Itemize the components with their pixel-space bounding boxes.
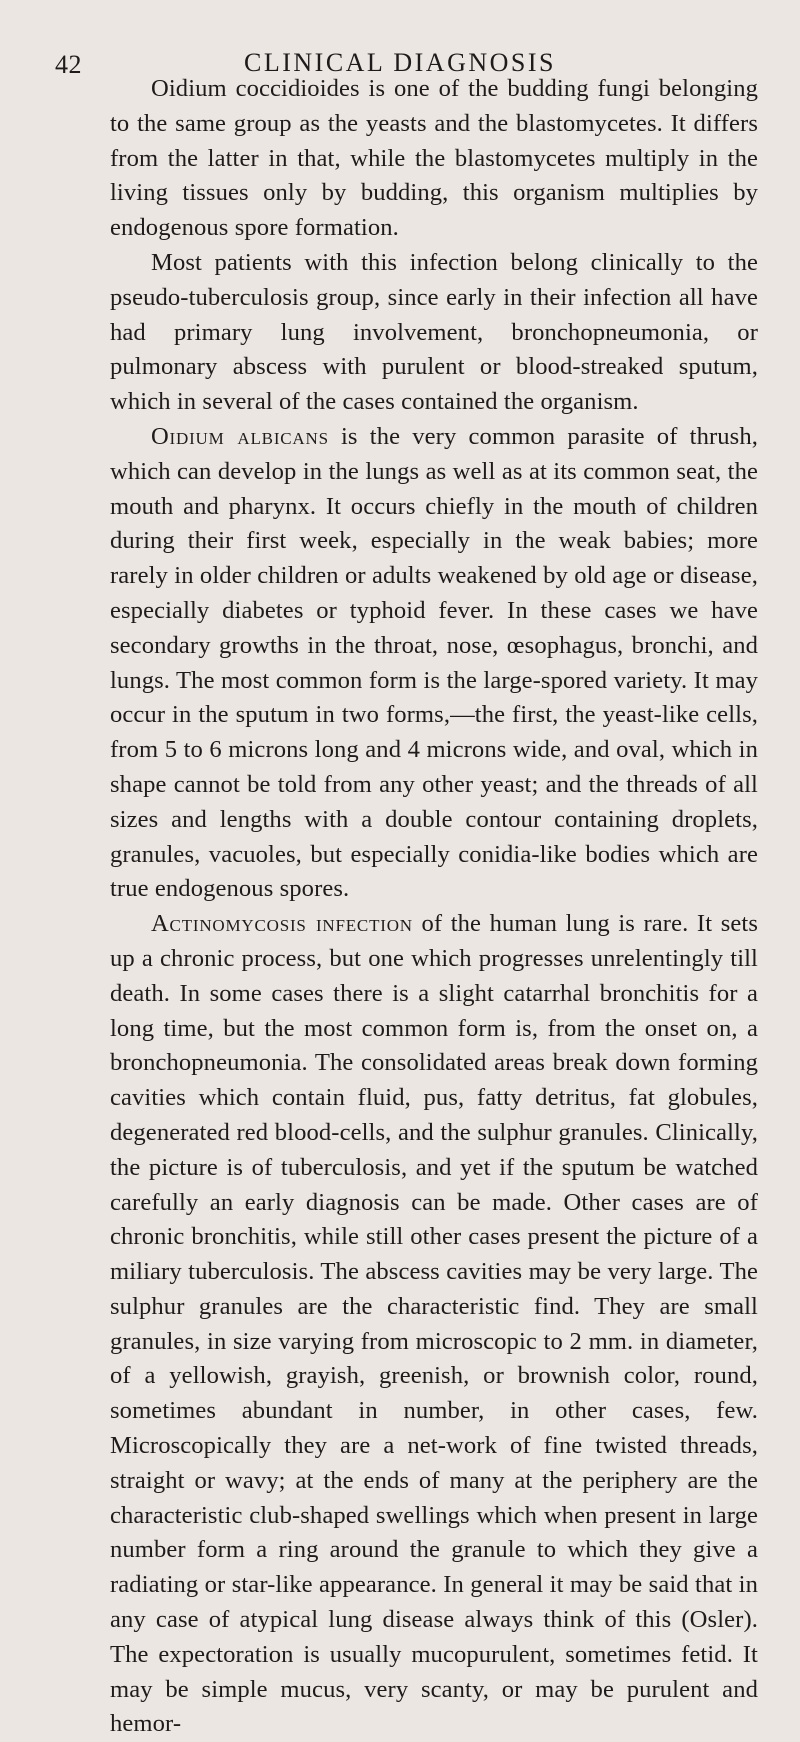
paragraph-text: of the human lung is rare. It sets up a chronic process, but one which progresses unrelentingly till death. In some cases there is a slight catarrhal bronchitis for a long time, but the most common form is, from the onset on, a bronchopneumonia. The consolidated areas break down forming cavities which contain fluid, pus, fatty detritus, fat globules, degenerated red blood-cells, and the sulphur granules. Clinically, the picture is of tuberculosis, and yet if the sputum be watched carefully an early diagnosis can be made. Other cases are of chronic bronchitis, while still other cases present the picture of a miliary tuberculosis. The abscess cavities may be very large. The sulphur granules are the characteristic find. They are small granules, in size varying from microscopic to 2 mm. in diameter, of a yellowish, grayish, greenish, or brownish color, round, sometimes abundant in number, in other cases, few. Microscopically they are a net-work of fine twisted threads, straight or wavy; at the ends of many at the periphery are the characteristic club-shaped swellings which when present in large number form a ring around the granule to which they give a radiating or star-like appearance. In general it may be said that in any case of atypical lung disease always think of this (Osler). The expectoration is usually mucopurulent, sometimes fetid. It may be simple mucus, very scanty, or may be purulent and hemor-: [110, 910, 759, 1738]
paragraph-lead-heading: Actinomycosis infection: [151, 910, 413, 938]
page-number: 42: [55, 50, 82, 79]
paragraph-text: Oidium coccidioides is one of the budding fungi belonging to the same group as the yeasts and the blastomycetes. It differs from the latter in that, while the blastomycetes multiply in the living tissues only by budding, this organism multiplies by endogenous spore formation.: [110, 75, 758, 242]
paragraph-pseudo-tuberculosis: [110, 246, 758, 420]
paragraph-lead-heading: Oidium albicans: [151, 422, 329, 450]
body-text: [110, 72, 758, 1742]
paragraph-text: Most patients with this infection belong clinically to the pseudo-tuberculosis group, since early in their infection all have had primary lung involvement, bronchopneumonia, or pulmonary abscess with purulent or blood-streaked sputum, which in several of the cases contained the organism.: [110, 248, 758, 416]
paragraph-oidium-albicans: [110, 420, 758, 907]
running-title: CLINICAL DIAGNOSIS: [244, 48, 556, 77]
paragraph-oidium-coccidioides: [110, 72, 758, 246]
paragraph-text: is the very common parasite of thrush, which can develop in the lungs as well as at its common seat, the mouth and pharynx. It occurs chiefly in the mouth of children during their first week, especially in the weak babies; more rarely in older children or adults weakened by old age or disease, especially diabetes or typhoid fever. In these cases we have secondary growths in the throat, nose, œsophagus, bronchi, and lungs. The most common form is the large-spored variety. It may occur in the sputum in two forms,—the first, the yeast-like cells, from 5 to 6 microns long and 4 microns wide, and oval, which in shape cannot be told from any other yeast; and the threads of all sizes and lengths with a double contour containing droplets, granules, vacuoles, but especially conidia-like bodies which are true endogenous spores.: [110, 422, 758, 903]
paragraph-actinomycosis: [110, 907, 758, 1742]
